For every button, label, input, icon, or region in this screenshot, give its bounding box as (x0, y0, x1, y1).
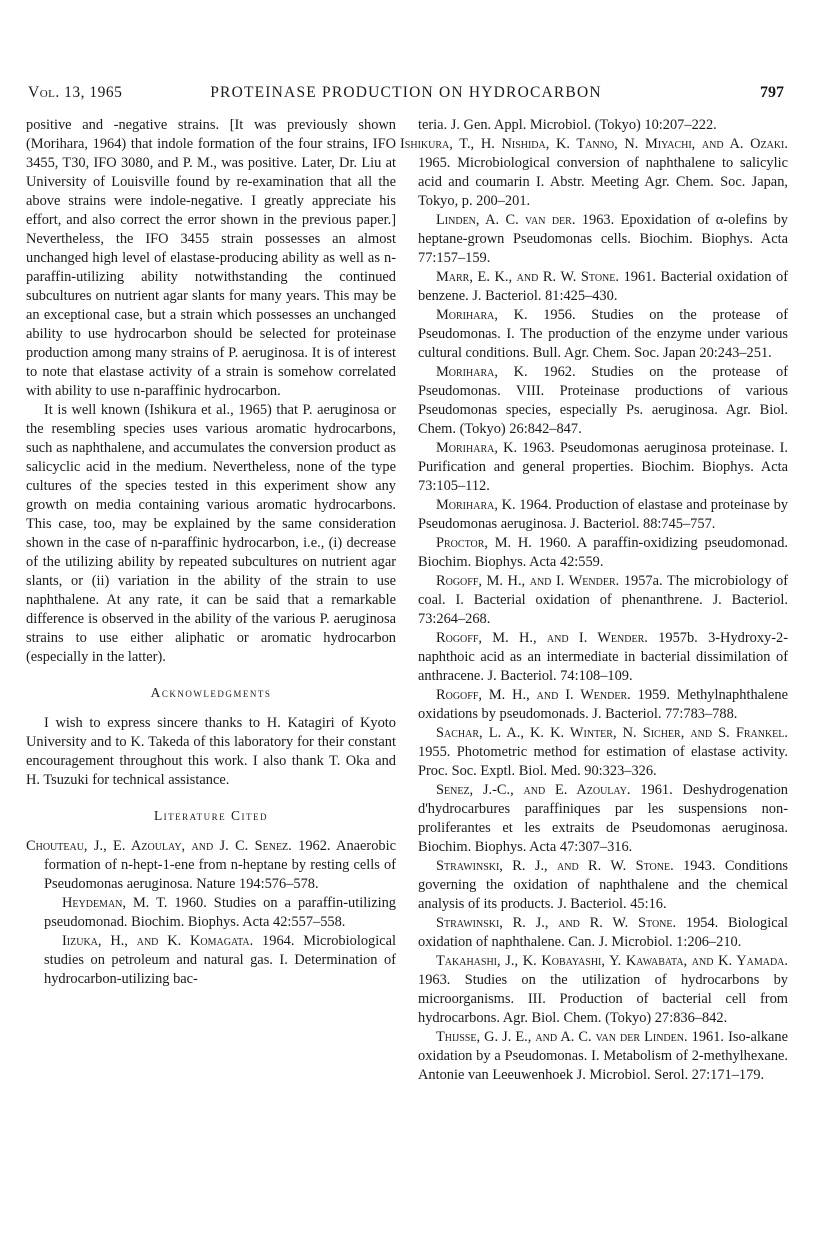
reference-text: 1962. Anaerobic formation of n-hept-1-ene from n-heptane by resting cells of Pseudomonas aeruginosa. Nature 194:576–578. (44, 838, 396, 892)
reference-authors: Morihara, K. (436, 307, 528, 323)
reference-text: 1956. Studies on the protease of Pseudomonas. I. The production of the enzyme under various cultural conditions. Bull. Agr. Chem. Soc. Japan 20:243–251. (418, 307, 788, 361)
reference-authors: Ishikura, T., H. Nishida, K. Tanno, N. Miyachi, and A. Ozaki. (400, 136, 788, 152)
reference-entry (400, 686, 788, 724)
reference-text: 1964. Microbiological studies on petroleum and natural gas. I. Determination of hydrocarbon-utilizing bac- (44, 933, 396, 987)
page-header (28, 84, 784, 108)
reference-authors: Takahashi, J., K. Kobayashi, Y. Kawabata, and K. Yamada. (436, 953, 788, 969)
reference-authors: Strawinski, R. J., and R. W. Stone. (436, 858, 674, 874)
reference-authors: Thijsse, G. J. E., and A. C. van der Linden. (436, 1029, 688, 1045)
volume-label: Vol. 13, 1965 (28, 84, 123, 101)
reference-text: 1961. Deshydrogenation d'hydrocarbures paraffiniques par les suspensions non-proliferantes et les extraits de Pseudomonas aeruginosa. Biochim. Biophys. Acta 47:307–316. (418, 782, 788, 855)
reference-entry (26, 932, 396, 989)
reference-entry (26, 894, 396, 932)
reference-continuation: teria. J. Gen. Appl. Microbiol. (Tokyo) 10:207–222. (418, 117, 717, 133)
reference-entry (400, 572, 788, 629)
reference-text: 1965. Microbiological conversion of naphthalene to salicylic acid and coumarin I. Abstr. Meeting Agr. Chem. Soc. Japan, Tokyo, p. 200–201. (418, 155, 788, 209)
reference-text: 1963. Pseudomonas aeruginosa proteinase. I. Purification and general properties. Biochim. Biophys. Acta 73:105–112. (418, 440, 788, 494)
reference-entry (400, 857, 788, 914)
reference-text: 1960. A paraffin-oxidizing pseudomonad. Biochim. Biophys. Acta 42:559. (418, 535, 788, 570)
reference-entry (400, 496, 788, 534)
reference-text: 1943. Conditions governing the oxidation of naphthalene and the chemical analysis of its products. J. Bacteriol. 45:16. (418, 858, 788, 912)
reference-text: 1954. Biological oxidation of naphthalene. Can. J. Microbiol. 1:206–210. (418, 915, 788, 950)
reference-authors: Sachar, L. A., K. K. Winter, N. Sicher, and S. Frankel. (436, 725, 788, 741)
reference-entry (400, 914, 788, 952)
reference-text: 1960. Studies on a paraffin-utilizing pseudomonad. Biochim. Biophys. Acta 42:557–558. (44, 895, 396, 930)
reference-text: 1961. Bacterial oxidation of benzene. J. Bacteriol. 81:425–430. (418, 269, 788, 304)
running-title: PROTEINASE PRODUCTION ON HYDROCARBON (210, 84, 602, 101)
reference-text: 1962. Studies on the protease of Pseudomonas. VIII. Proteinase productions of various Pseudomonas species, especially Ps. aeruginosa. Agr. Biol. Chem. (Tokyo) 26:842–847. (418, 364, 788, 437)
left-column (26, 116, 396, 989)
reference-entry (400, 952, 788, 1028)
body-paragraph-1: positive and -negative strains. [It was previously shown (Morihara, 1964) that indole formation of the four strains, IFO 3455, T30, IFO 3080, and P. M., was positive. Later, Dr. Liu at University of Louisville found by re-examination that all the above strains were indole-negative. I greatly appreciate his effort, and also correct the error shown in the previous paper.] Nevertheless, the IFO 3455 strain possesses an almost unchanged high level of elastase-producing ability as well as n-paraffin-utilizing ability notwithstanding the continued subcultures on nutrient agar slants for many years. This may be an exceptional case, but a strain which possesses an unchanged ability to use hydrocarbon should be selected for proteinase production among many strains of P. aeruginosa. It is of interest to note that elastase activity of a strain is somehow correlated with ability to use n-paraffinic hydrocarbon. (26, 117, 396, 399)
reference-authors: Morihara, K. (436, 364, 528, 380)
reference-entry (400, 629, 788, 686)
reference-entry (400, 135, 788, 211)
reference-entry (400, 211, 788, 268)
reference-authors: Proctor, M. H. (436, 535, 532, 551)
literature-heading: Literature Cited (153, 808, 269, 823)
reference-entry (400, 363, 788, 439)
reference-entry (400, 781, 788, 857)
right-reference-list (400, 135, 788, 1085)
reference-text: 1964. Production of elastase and proteinase by Pseudomonas aeruginosa. J. Bacteriol. 88:745–757. (418, 497, 788, 532)
reference-authors: Marr, E. K., and R. W. Stone. (436, 269, 619, 285)
acknowledgments-heading: Acknowledgments (150, 685, 272, 700)
reference-entry (400, 724, 788, 781)
reference-text: 1957a. The microbiology of coal. I. Bacterial oxidation of phenanthrene. J. Bacteriol. 73:264–268. (418, 573, 789, 627)
reference-text: 1961. Iso-alkane oxidation by a Pseudomonas. I. Metabolism of 2-methylhexane. Antonie van Leeuwenhoek J. Microbiol. Serol. 27:171–179. (418, 1029, 788, 1083)
reference-authors: Chouteau, J., E. Azoulay, and J. C. Senez. (26, 838, 292, 854)
reference-authors: Rogoff, M. H., and I. Wender. (436, 687, 631, 703)
reference-entry (26, 837, 396, 894)
reference-entry (400, 534, 788, 572)
reference-authors: Morihara, K. (436, 440, 518, 456)
reference-authors: Strawinski, R. J., and R. W. Stone. (436, 915, 677, 931)
reference-text: 1959. Methylnaphthalene oxidations by pseudomonads. J. Bacteriol. 77:783–788. (418, 687, 788, 722)
reference-entry (400, 306, 788, 363)
reference-text: 1957b. 3-Hydroxy-2-naphthoic acid as an intermediate in bacterial dissimilation of anthracene. J. Bacteriol. 74:108–109. (418, 630, 788, 684)
reference-authors: Iizuka, H., and K. Komagata. (62, 933, 254, 949)
page-number: 797 (760, 84, 784, 101)
left-reference-list (26, 837, 396, 989)
reference-authors: Senez, J.-C., and E. Azoulay. (436, 782, 631, 798)
reference-entry (400, 268, 788, 306)
reference-text: 1955. Photometric method for estimation of elastase activity. Proc. Soc. Exptl. Biol. Med. 90:323–326. (418, 744, 788, 779)
reference-authors: Linden, A. C. van der. (436, 212, 576, 228)
reference-entry (400, 1028, 788, 1085)
reference-entry (400, 439, 788, 496)
reference-text: 1963. Epoxidation of α-olefins by heptane-grown Pseudomonas cells. Biochim. Biophys. Acta 77:157–159. (418, 212, 789, 266)
reference-authors: Rogoff, M. H., and I. Wender. (436, 630, 648, 646)
reference-text: 1963. Studies on the utilization of hydrocarbons by microorganisms. III. Production of bacterial cell from hydrocarbons. Agr. Biol. Chem. (Tokyo) 27:836–842. (418, 972, 788, 1026)
reference-authors: Heydeman, M. T. (62, 895, 168, 911)
reference-authors: Morihara, K. (436, 497, 516, 513)
right-column (400, 116, 788, 1085)
acknowledgments-text: I wish to express sincere thanks to H. Katagiri of Kyoto University and to K. Takeda of this laboratory for their constant encouragement throughout this work. I also thank T. Oka and H. Tsuzuki for technical assistance. (26, 715, 396, 788)
body-paragraph-2: It is well known (Ishikura et al., 1965) that P. aeruginosa or the resembling species uses various aromatic hydrocarbons, such as naphthalene, and accumulates the conversion product as salicyclic acid in the medium. Nevertheless, none of the type cultures of the species tested in this experiment show any growth on media containing various aromatic hydrocarbons. This case, too, may be explained by the same consideration shown in the case of n-paraffinic hydrocarbon, i.e., (i) decrease of the utilizing ability by repeated subcultures on nutrient agar slants, or (ii) variation in the ability of the strain to use naphthalene. At any rate, it can be said that a remarkable difference is observed in the ability of the various P. aeruginosa strains to use either aliphatic or aromatic hydrocarbon (especially in the latter). (26, 402, 396, 665)
reference-authors: Rogoff, M. H., and I. Wender. (436, 573, 620, 589)
